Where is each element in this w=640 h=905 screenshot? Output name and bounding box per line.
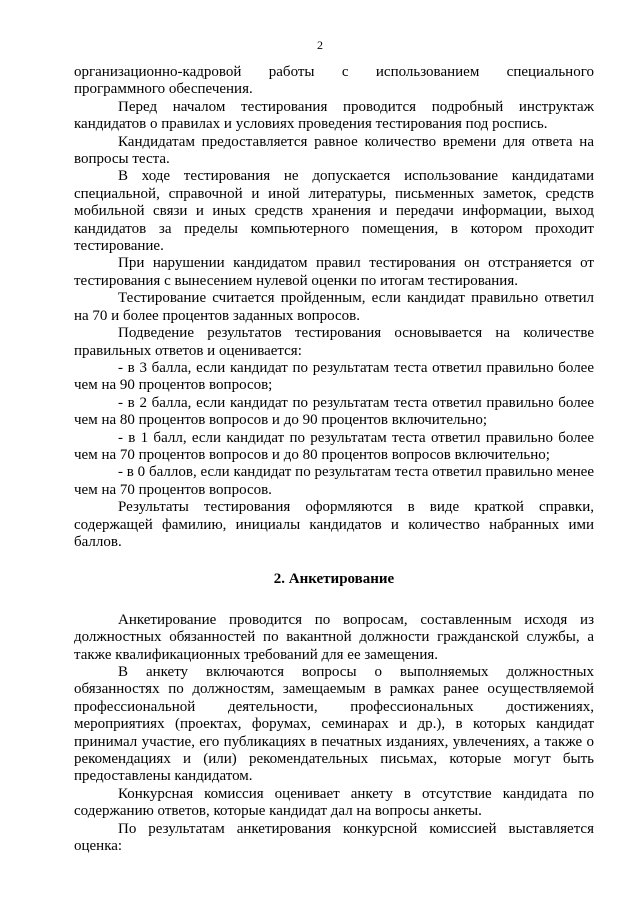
paragraph-instruction: Перед началом тестирования проводится подробный инструктаж кандидатов о правилах и условиях проведения тестирования под роспись. — [74, 98, 594, 133]
paragraph-violation: При нарушении кандидатом правил тестирования он отстраняется от тестирования с вынесением нулевой оценки по итогам тестирования. — [74, 255, 594, 289]
paragraph-questionnaire-contents: В анкету включаются вопросы о выполняемых должностных обязанностях по должностям, замещаемым в рамках ранее осуществляемой профессиональной деятельности, профессиональных достижениях, мероприятиях (проектах, форумах, семинарах и др.), в которых кандидат принимал участие, его публикациях в печатных изданиях, увлечениях, а также о рекомендациях и (или) рекомендательных письмах, которые могут быть предоставлены кандидатом. — [74, 664, 594, 785]
list-item-score-1: - в 1 балл, если кандидат по результатам теста ответил правильно более чем на 70 процентов вопросов и до 80 процентов вопросов включительно; — [74, 429, 594, 463]
paragraph-questionnaire-basis: Анкетирование проводится по вопросам, составленным исходя из должностных обязанностей по вакантной должности гражданской службы, а также квалификационных требований для ее замещения. — [74, 611, 594, 663]
paragraph-scoring-intro: Подведение результатов тестирования основывается на количестве правильных ответов и оценивается: — [74, 325, 594, 359]
paragraph-results-report: Результаты тестирования оформляются в виде краткой справки, содержащей фамилию, инициалы кандидатов и количество набранных ими баллов. — [74, 499, 594, 550]
paragraph-commission-evaluation: Конкурсная комиссия оценивает анкету в отсутствие кандидата по содержанию ответов, которые кандидат дал на вопросы анкеты. — [74, 785, 594, 820]
paragraph-prohibitions: В ходе тестирования не допускается использование кандидатами специальной, справочной и иной литературы, письменных заметок, средств мобильной связи и иных средств хранения и передачи информации, выход кандидатов за пределы компьютерного помещения, в котором проходит тестирование. — [74, 168, 594, 255]
list-item-score-3: - в 3 балла, если кандидат по результатам теста ответил правильно более чем на 90 процентов вопросов; — [74, 359, 594, 394]
document-body — [74, 64, 594, 855]
paragraph-pass-criteria: Тестирование считается пройденным, если кандидат правильно ответил на 70 и более процентов заданных вопросов. — [74, 290, 594, 324]
section-heading-questionnaire: 2. Анкетирование — [273, 571, 395, 588]
paragraph-questionnaire-score: По результатам анкетирования конкурсной комиссией выставляется оценка: — [74, 820, 594, 855]
page-number: 2 — [317, 38, 323, 52]
list-item-score-2: - в 2 балла, если кандидат по результатам теста ответил правильно более чем на 80 процентов вопросов и до 90 процентов включительно; — [74, 394, 594, 429]
paragraph-continuation: организационно-кадровой работы с использованием специального программного обеспечения. — [74, 64, 594, 98]
list-item-score-0: - в 0 баллов, если кандидат по результатам теста ответил правильно менее чем на 70 процентов вопросов. — [74, 464, 594, 498]
paragraph-equal-time: Кандидатам предоставляется равное количество времени для ответа на вопросы теста. — [74, 133, 594, 168]
